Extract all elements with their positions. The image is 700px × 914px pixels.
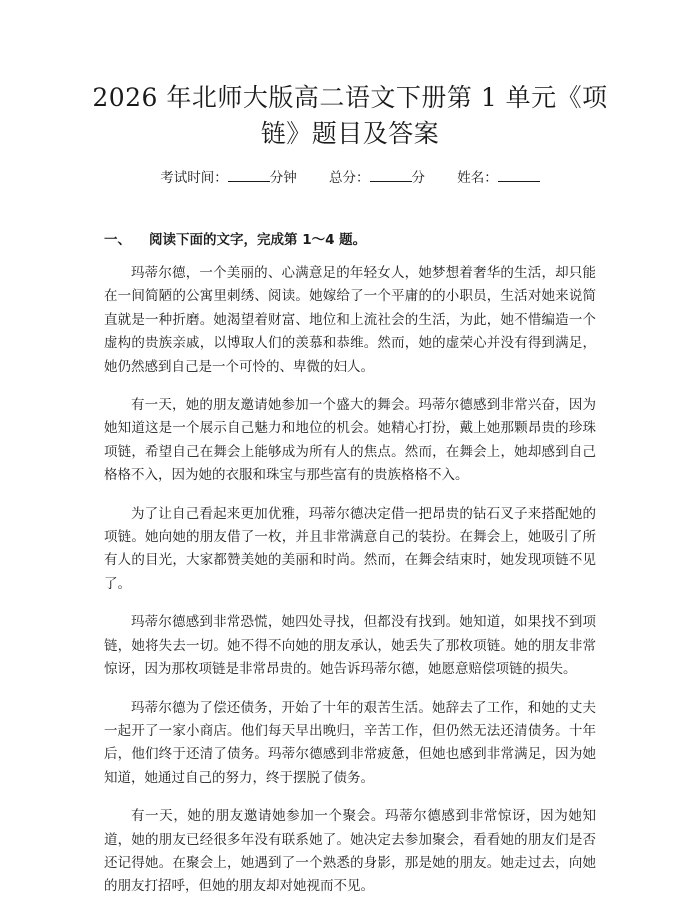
total-score-blank bbox=[370, 169, 412, 182]
passage-paragraph-1: 玛蒂尔德，一个美丽的、心满意足的年轻女人，她梦想着奢华的生活，却只能在一间简陋的公寓里刺绣、阅读。她嫁给了一个平庸的的小职员，生活对她来说简直就是一种折磨。她渴望着财富、地位和上流社会的生活，为此，她不惜编造一个虚构的贵族亲戚，以博取人们的羡慕和恭维。然而，她的虚荣心并没有得到满足，她仍然感到自己是一个可怜的、卑微的妇人。 bbox=[104, 265, 596, 375]
exam-time-field bbox=[160, 168, 297, 188]
passage-paragraph-3: 为了让自己看起来更加优雅，玛蒂尔德决定借一把昂贵的钻石叉子来搭配她的项链。她向她的朋友借了一枚，并且非常满意自己的装扮。在舞会上，她吸引了所有人的目光，大家都赞美她的美丽和时尚。然而，在舞会结束时，她发现项链不见了。 bbox=[104, 505, 596, 592]
student-name-label: 姓名： bbox=[457, 170, 498, 186]
exam-time-unit: 分钟 bbox=[269, 170, 297, 186]
passage-paragraph-5: 玛蒂尔德为了偿还债务，开始了十年的艰苦生活。她辞去了工作，和她的丈夫一起开了一家小商店。他们每天早出晚归，辛苦工作，但仍然无法还清债务。十年后，他们终于还清了债务。玛蒂尔德感到非常疲惫，但她也感到非常满足，因为她知道，她通过自己的努力，终于摆脱了债务。 bbox=[104, 699, 596, 786]
document-title: 2026 年北师大版高二语文下册第 1 单元《项链》题目及答案 bbox=[92, 83, 608, 148]
exam-time-label: 考试时间： bbox=[160, 170, 228, 186]
student-name-field bbox=[457, 168, 540, 188]
total-score-label: 总分： bbox=[329, 170, 370, 186]
passage-paragraph-6: 有一天，她的朋友邀请她参加一个聚会。玛蒂尔德感到非常惊讶，因为她知道，她的朋友已经很多年没有联系她了。她决定去参加聚会，看看她的朋友们是否还记得她。在聚会上，她遇到了一个熟悉的身影，那是她的朋友。她走过去，向她的朋友打招呼，但她的朋友却对她视而不见。 bbox=[104, 808, 596, 895]
exam-time-blank bbox=[228, 169, 270, 182]
total-score-field bbox=[329, 168, 425, 188]
passage-paragraph-4: 玛蒂尔德感到非常恐慌，她四处寻找，但都没有找到。她知道，如果找不到项链，她将失去一切。她不得不向她的朋友承认，她丢失了那枚项链。她的朋友非常惊讶，因为那枚项链是非常昂贵的。她告诉玛蒂尔德，她愿意赔偿项链的损失。 bbox=[104, 614, 596, 678]
student-name-blank bbox=[498, 169, 540, 182]
passage-paragraph-2: 有一天，她的朋友邀请她参加一个盛大的舞会。玛蒂尔德感到非常兴奋，因为她知道这是一个展示自己魅力和地位的机会。她精心打扮，戴上她那颗昂贵的珍珠项链，希望自己在舞会上能够成为所有人的焦点。然而，在舞会上，她却感到自己格格不入，因为她的衣服和珠宝与那些富有的贵族格格不入。 bbox=[104, 397, 596, 484]
section-instruction: 阅读下面的文字，完成第 1～4 题。 bbox=[149, 232, 367, 248]
exam-info-line bbox=[0, 168, 700, 188]
reading-passage bbox=[104, 262, 596, 914]
total-score-unit: 分 bbox=[411, 170, 425, 186]
section-heading bbox=[104, 230, 366, 250]
section-number: 一、 bbox=[104, 232, 131, 248]
